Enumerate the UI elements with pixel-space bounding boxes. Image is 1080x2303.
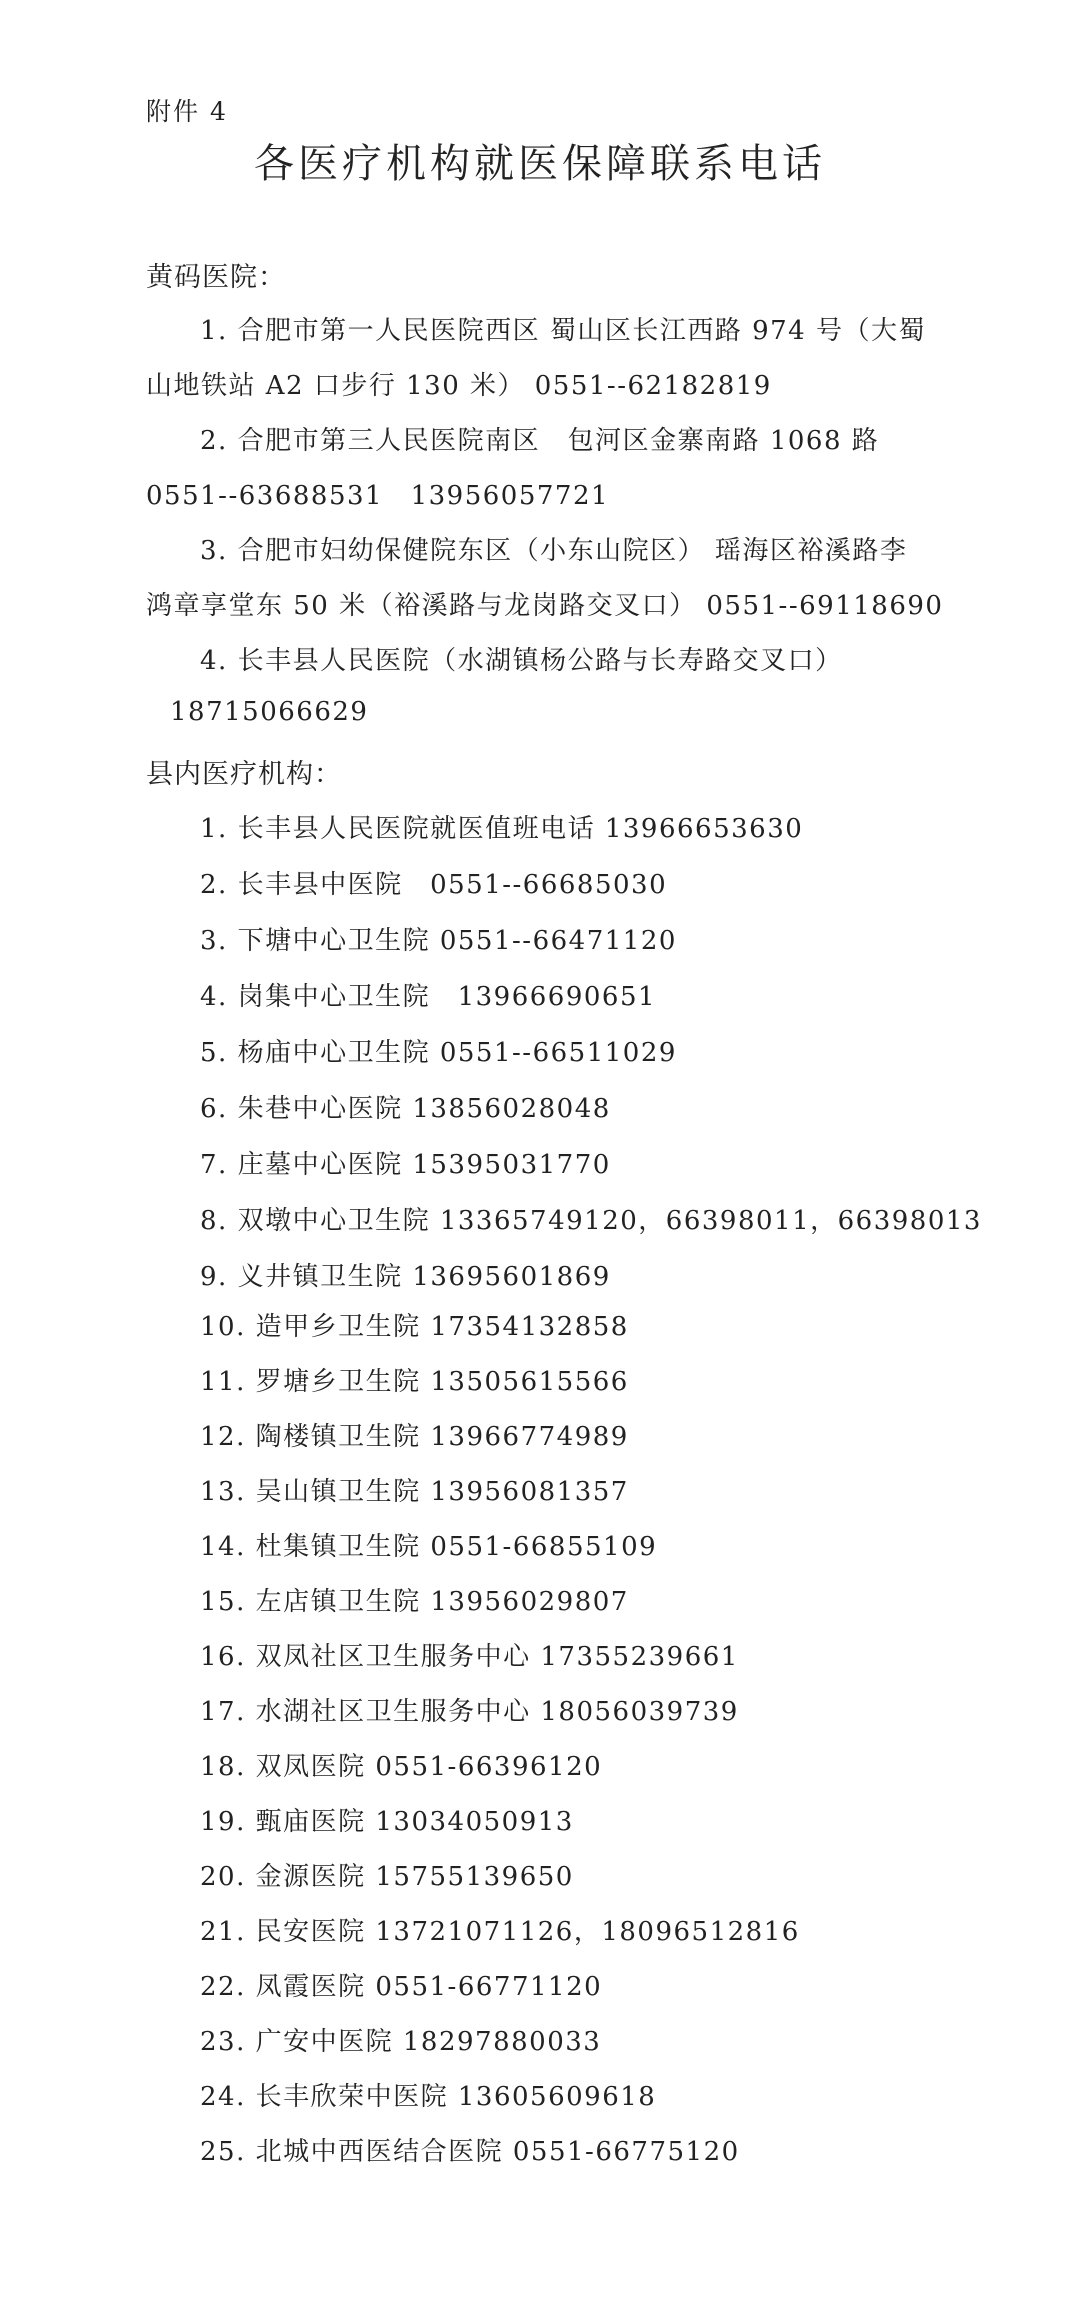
county-entry-22: 22. 凤霞医院 0551-66771120: [200, 1972, 603, 2002]
yellow-entry-3-line1: 3. 合肥市妇幼保健院东区（小东山院区） 瑶海区裕溪路李: [200, 536, 908, 566]
county-entry-23: 23. 广安中医院 18297880033: [200, 2027, 602, 2057]
yellow-entry-1-line1: 1. 合肥市第一人民医院西区 蜀山区长江西路 974 号（大蜀: [200, 316, 926, 346]
county-entry-24: 24. 长丰欣荣中医院 13605609618: [200, 2082, 657, 2112]
yellow-entry-4-line1: 4. 长丰县人民医院（水湖镇杨公路与长寿路交叉口）: [200, 646, 843, 676]
county-entry-10: 10. 造甲乡卫生院 17354132858: [200, 1312, 629, 1342]
county-entry-9: 9. 义井镇卫生院 13695601869: [200, 1262, 611, 1292]
county-entry-25: 25. 北城中西医结合医院 0551-66775120: [200, 2137, 740, 2167]
county-entry-8: 8. 双墩中心卫生院 13365749120，66398011，66398013: [200, 1206, 982, 1236]
county-entry-14: 14. 杜集镇卫生院 0551-66855109: [200, 1532, 658, 1562]
yellow-entry-2-line2: 0551--63688531 13956057721: [146, 481, 610, 511]
county-entry-13: 13. 吴山镇卫生院 13956081357: [200, 1477, 629, 1507]
county-entry-11: 11. 罗塘乡卫生院 13505615566: [200, 1367, 629, 1397]
yellow-code-heading: 黄码医院：: [146, 262, 286, 293]
county-entry-17: 17. 水湖社区卫生服务中心 18056039739: [200, 1697, 739, 1727]
county-entry-2: 2. 长丰县中医院 0551--66685030: [200, 870, 668, 900]
county-entry-20: 20. 金源医院 15755139650: [200, 1862, 574, 1892]
county-entry-16: 16. 双凤社区卫生服务中心 17355239661: [200, 1642, 739, 1672]
county-entry-18: 18. 双凤医院 0551-66396120: [200, 1752, 603, 1782]
county-entry-5: 5. 杨庙中心卫生院 0551--66511029: [200, 1038, 677, 1068]
county-entry-6: 6. 朱巷中心医院 13856028048: [200, 1094, 611, 1124]
yellow-entry-1-line2: 山地铁站 A2 口步行 130 米） 0551--62182819: [146, 371, 772, 401]
county-entry-12: 12. 陶楼镇卫生院 13966774989: [200, 1422, 629, 1452]
yellow-entry-3-line2: 鸿章享堂东 50 米（裕溪路与龙岗路交叉口） 0551--69118690: [146, 591, 944, 621]
county-entry-7: 7. 庄墓中心医院 15395031770: [200, 1150, 611, 1180]
county-entry-3: 3. 下塘中心卫生院 0551--66471120: [200, 926, 677, 956]
county-heading: 县内医疗机构：: [146, 759, 342, 790]
county-entry-1: 1. 长丰县人民医院就医值班电话 13966653630: [200, 814, 804, 844]
yellow-entry-4-line2: 18715066629: [170, 697, 369, 727]
page-title: 各医疗机构就医保障联系电话: [254, 141, 826, 187]
attachment-label: 附件 4: [146, 97, 228, 126]
county-entry-19: 19. 甄庙医院 13034050913: [200, 1807, 574, 1837]
county-entry-21: 21. 民安医院 13721071126，18096512816: [200, 1917, 800, 1947]
county-entry-15: 15. 左店镇卫生院 13956029807: [200, 1587, 629, 1617]
yellow-entry-2-line1: 2. 合肥市第三人民医院南区 包河区金寨南路 1068 路: [200, 426, 880, 456]
county-entry-4: 4. 岗集中心卫生院 13966690651: [200, 982, 657, 1012]
